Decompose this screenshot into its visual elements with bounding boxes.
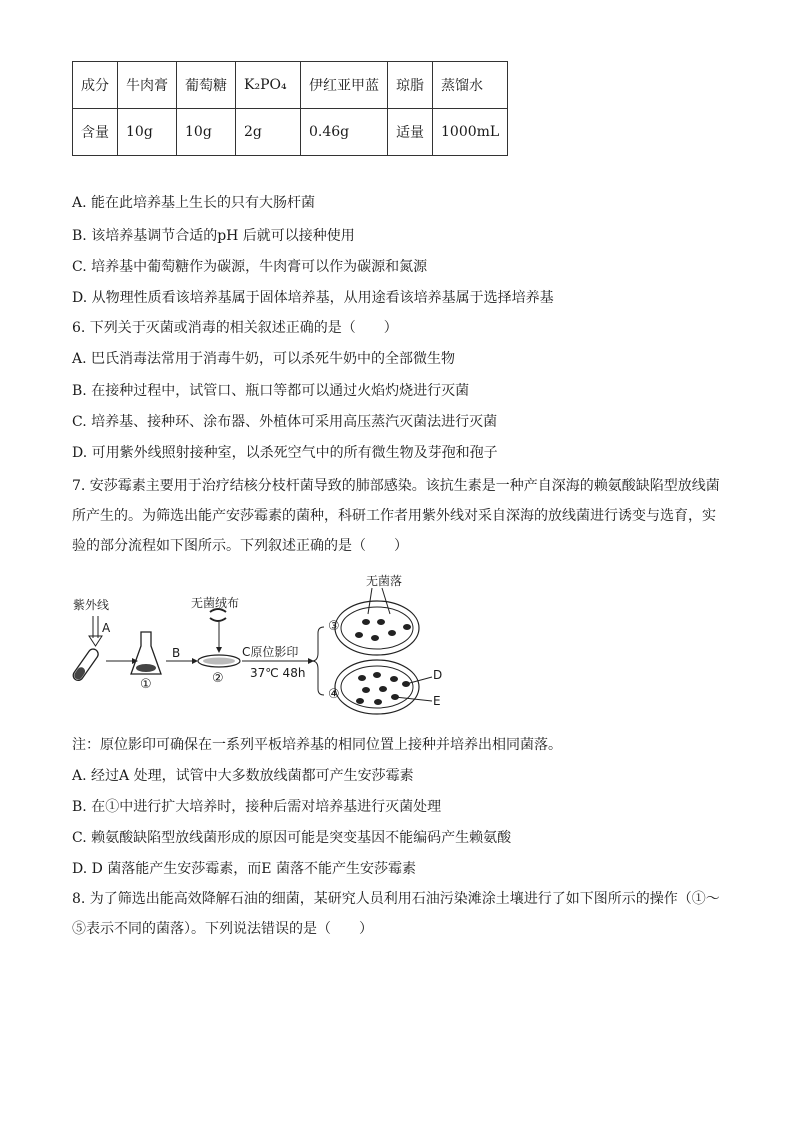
q6-option-d: D. 可用紫外线照射接种室，以杀死空气中的所有微生物及芽孢和孢子	[72, 445, 498, 461]
plate-3-number: ③	[328, 619, 340, 634]
colony-e-label: E	[433, 694, 441, 708]
q6-option-a: A. 巴氏消毒法常用于消毒牛奶，可以杀死牛奶中的全部微生物	[72, 351, 456, 367]
experiment-flow-diagram	[70, 570, 470, 725]
q7-note: 注：原位影印可确保在一系列平板培养基的相同位置上接种并培养出相同菌落。	[72, 737, 562, 753]
table-cell: 琼脂	[388, 62, 433, 109]
table-cell: 成分	[73, 62, 118, 109]
table-cell: 葡萄糖	[177, 62, 236, 109]
uv-label: 紫外线	[73, 598, 110, 612]
table-cell: 10g	[177, 109, 236, 156]
q7-option-a: A. 经过A 处理，试管中大多数放线菌都可产生安莎霉素	[72, 768, 414, 784]
q6-stem: 6. 下列关于灭菌或消毒的相关叙述正确的是（ ）	[72, 320, 398, 336]
table-cell: 含量	[73, 109, 118, 156]
q5-option-c: C. 培养基中葡萄糖作为碳源，牛肉膏可以作为碳源和氮源	[72, 259, 428, 275]
step-b-label: B	[172, 646, 181, 660]
table-cell: K₂PO₄	[236, 62, 301, 109]
q5-option-b: B. 该培养基调节合适的pH 后就可以接种使用	[72, 228, 355, 244]
colony-d-label: D	[433, 668, 443, 682]
table-cell: 1000mL	[433, 109, 508, 156]
velvet-cloth-label: 无菌绒布	[191, 596, 240, 610]
table-row	[73, 62, 508, 109]
flask-number: ①	[140, 677, 152, 692]
q7-stem: 7. 安莎霉素主要用于治疗结核分枝杆菌导致的肺部感染。该抗生素是一种产自深海的赖氨酸缺陷型放线菌所产生的。为筛选出能产安莎霉素的菌种，科研工作者用紫外线对采自深海的放线菌进行诱变与选育，实验的部分流程如下图所示。下列叙述正确的是（ ）	[72, 478, 720, 554]
table-row	[73, 109, 508, 156]
no-colony-label: 无菌落	[366, 574, 403, 588]
table-cell: 牛肉膏	[118, 62, 177, 109]
condition-label: 37℃ 48h	[250, 666, 306, 680]
step-a-label: A	[102, 621, 111, 635]
step-c-label: C原位影印	[242, 645, 299, 659]
table-cell: 适量	[388, 109, 433, 156]
q7-option-d: D. D 菌落能产生安莎霉素，而E 菌落不能产生安莎霉素	[72, 861, 416, 877]
q6-option-c: C. 培养基、接种环、涂布器、外植体可采用高压蒸汽灭菌法进行灭菌	[72, 414, 498, 430]
q5-option-a: A. 能在此培养基上生长的只有大肠杆菌	[72, 195, 316, 211]
q6-option-b: B. 在接种过程中，试管口、瓶口等都可以通过火焰灼烧进行灭菌	[72, 383, 470, 399]
q5-option-d: D. 从物理性质看该培养基属于固体培养基，从用途看该培养基属于选择培养基	[72, 290, 554, 306]
plate-2-number: ②	[212, 671, 224, 686]
q8-stem: 8. 为了筛选出能高效降解石油的细菌，某研究人员利用石油污染滩涂土壤进行了如下图所示的操作（①～⑤表示不同的菌落）。下列说法错误的是（ ）	[72, 891, 720, 937]
table-cell: 10g	[118, 109, 177, 156]
table-cell: 伊红亚甲蓝	[301, 62, 388, 109]
q7-option-b: B. 在①中进行扩大培养时，接种后需对培养基进行灭菌处理	[72, 799, 442, 815]
plate-4-number: ④	[328, 687, 340, 702]
table-cell: 2g	[236, 109, 301, 156]
ingredient-table	[72, 61, 508, 156]
table-cell: 蒸馏水	[433, 62, 508, 109]
q7-option-c: C. 赖氨酸缺陷型放线菌形成的原因可能是突变基因不能编码产生赖氨酸	[72, 830, 512, 846]
table-cell: 0.46g	[301, 109, 388, 156]
